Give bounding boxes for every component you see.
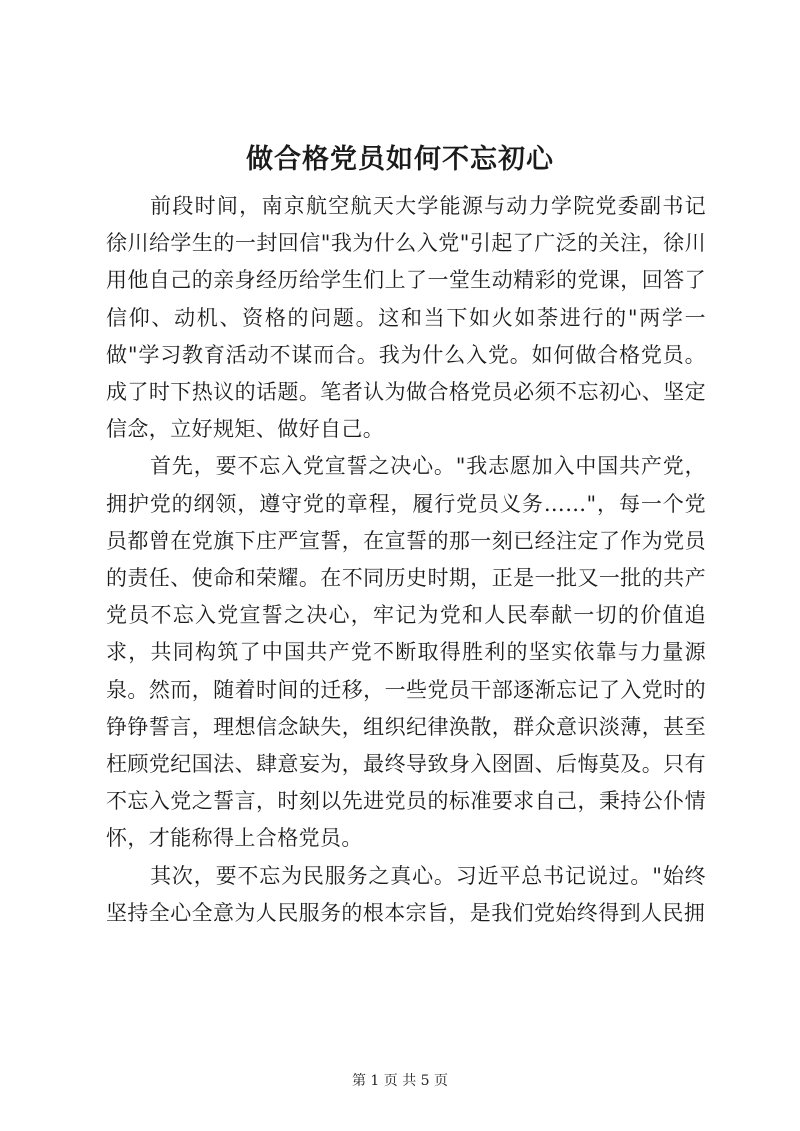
document-body: [106, 188, 706, 932]
paragraph-intro: 前段时间，南京航空航天大学能源与动力学院党委副书记徐川给学生的一封回信"我为什么入党"引起了广泛的关注，徐川用他自己的亲身经历给学生们上了一堂生动精彩的党课，回答了信仰、动机、资格的问题。这和当下如火如荼进行的"两学一做"学习教育活动不谋而合。我为什么入党。如何做合格党员。成了时下热议的话题。笔者认为做合格党员必须不忘初心、坚定信念，立好规矩、做好自己。: [106, 194, 706, 442]
paragraph-second-point: 其次，要不忘为民服务之真心。习近平总书记说过。"始终坚持全心全意为人民服务的根本宗旨，是我们党始终得到人民拥: [106, 863, 706, 925]
document-title: 做合格党员如何不忘初心: [246, 144, 554, 175]
paragraph-first-point: 首先，要不忘入党宣誓之决心。"我志愿加入中国共产党，拥护党的纲领，遵守党的章程，履行党员义务……"，每一个党员都曾在党旗下庄严宣誓，在宣誓的那一刻已经注定了作为党员的责任、使命和荣耀。在不同历史时期，正是一批又一批的共产党员不忘入党宣誓之决心，牢记为党和人民奉献一切的价值追求，共同构筑了中国共产党不断取得胜利的坚实依靠与力量源泉。然而，随着时间的迁移，一些党员干部逐渐忘记了入党时的铮铮誓言，理想信念缺失，组织纪律涣散，群众意识淡薄，甚至枉顾党纪国法、肆意妄为，最终导致身入囹圄、后悔莫及。只有不忘入党之誓言，时刻以先进党员的标准要求自己，秉持公仆情怀，才能称得上合格党员。: [106, 454, 706, 851]
page-number-footer: 第 1 页 共 5 页: [351, 1073, 449, 1089]
